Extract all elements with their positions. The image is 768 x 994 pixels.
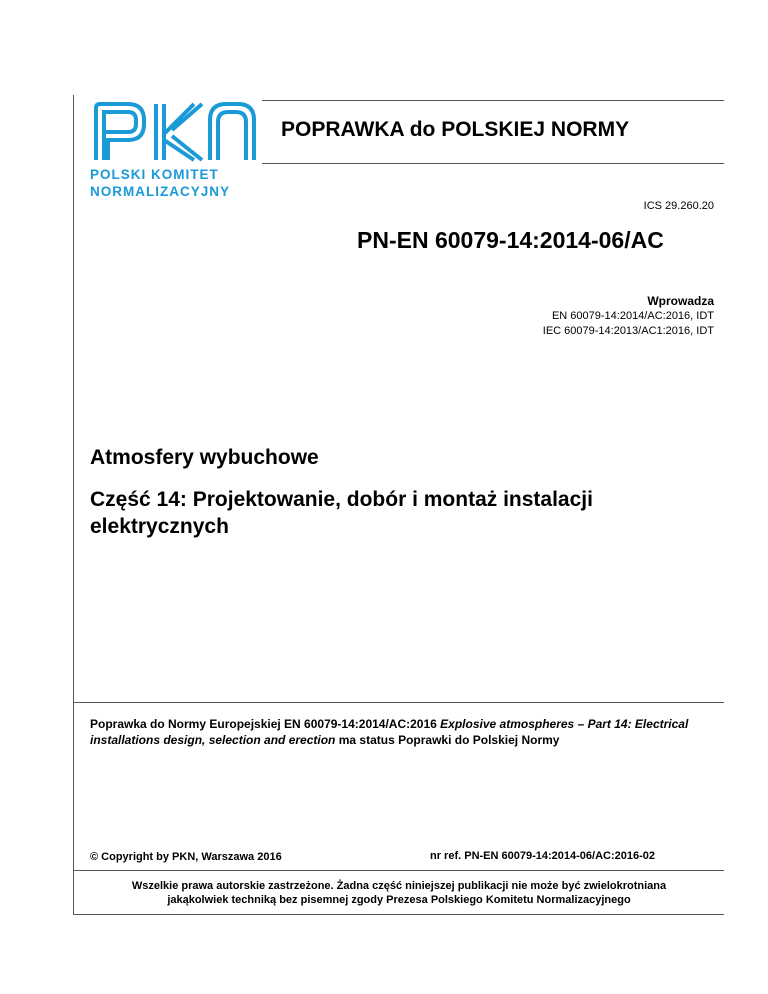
pkn-logo-mark [90,100,260,162]
left-margin-rule [73,95,74,915]
reference-number: nr ref. PN-EN 60079-14:2014-06/AC:2016-02 [430,850,656,862]
pkn-logo [90,100,265,210]
logo-line-2: NORMALIZACYJNY [90,184,231,199]
norm-number: PN-EN 60079-14:2014-06/AC [357,227,664,253]
note-tail: ma status Poprawki do Polskiej Normy [338,733,560,747]
footer-top-rule [74,870,724,871]
document-part-title: Część 14: Projektowanie, dobór i montaż instalacji elektrycznych [90,488,593,538]
status-note [90,716,730,748]
header-title: POPRAWKA do POLSKIEJ NORMY [281,118,630,141]
header-top-rule [262,100,724,101]
footer-bottom-rule [74,914,724,915]
introduces-line-1: EN 60079-14:2014/AC:2016, IDT [551,310,714,322]
introduces-block [543,294,714,339]
note-lead: Poprawka do Normy Europejskiej EN 60079-14:2014/AC:2016 [90,717,437,731]
logo-line-1: POLSKI KOMITET [90,167,219,182]
note-italic-title: Explosive atmospheres – Part 14: Electrical installations design, selection and erection [90,717,689,747]
rights-line-1: Wszelkie prawa autorskie zastrzeżone. Żadna część niniejszej publikacji nie może być zwielokrotniana [131,880,667,892]
copyright: © Copyright by PKN, Warszawa 2016 [90,851,282,863]
introduces-line-2: IEC 60079-14:2013/AC1:2016, IDT [542,325,714,337]
ics-code: ICS 29.260.20 [643,200,714,212]
introduces-label: Wprowadza [647,294,714,308]
rights-line-2: jakąkolwiek techniką bez pisemnej zgody Prezesa Polskiego Komitetu Normalizacyjnego [167,894,631,906]
document-title: Atmosfery wybuchowe [90,446,319,469]
note-top-rule [74,702,724,703]
rights-notice [74,879,724,907]
header-bottom-rule [262,163,724,164]
